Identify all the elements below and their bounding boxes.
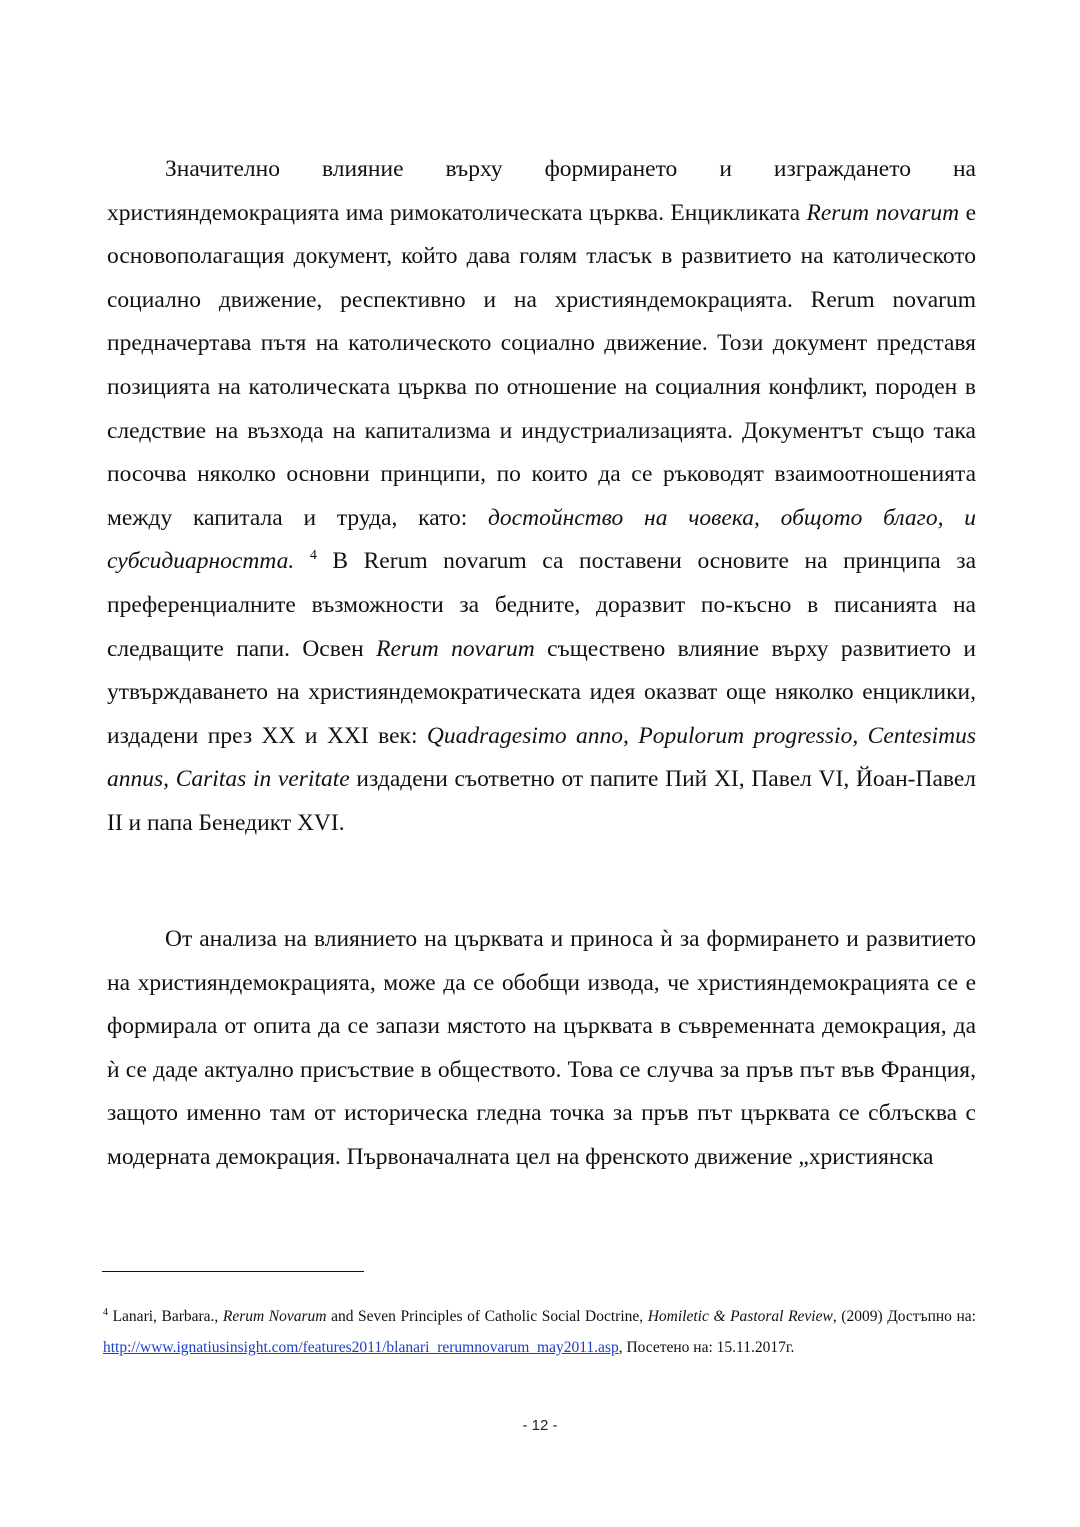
paragraph-analysis <box>107 918 976 1180</box>
footnote-link[interactable]: http://www.ignatiusinsight.com/features2011/blanari_rerumnovarum_may2011.asp <box>103 1339 619 1356</box>
paragraph1-text-2: е основополагащия документ, който дава голям тласък в развитието на католическото социално движение, респективно и на християндемокрацията. Rerum novarum предначертава пътя на католическото социално движение. Този документ представя позицията на католическата църква по отношение на социалния конфликт, породен в следствие на възхода на капитализма и индустриализацията. Документът също така посочва няколко основни принципи, по които да се ръководят взаимоотношенията между капитала и труда, като: <box>107 199 977 531</box>
paragraph2-text: От анализа на влиянието на църквата и приноса ѝ за формирането и развитието на християндемокрацията, може да се обобщи извода, че християндемокрацията се е формирала от опита да се запази мястото на църквата в съвременната демокрация, да ѝ се даде актуално присъствие в обществото. Това се случва за пръв път във Франция, защото именно там от историческа гледна точка за пръв път църквата се сблъсква с модерната демокрация. Първоначалната цел на френското движение „християнска <box>107 926 976 1170</box>
principles-list: достойнство на човека, общото благо, и субсидиарността. <box>107 504 976 575</box>
page-number: - 12 - <box>522 1417 558 1434</box>
footnote-journal: Homiletic & Pastoral Review <box>647 1308 833 1325</box>
paragraph1-text-3: В Rerum novarum са поставени основите на принципа за преференциалните възможности за бедните, доразвит по-късно в писанията на следващите папи. Освен <box>107 548 976 662</box>
encyclical-title: Rerum novarum <box>806 199 960 226</box>
footnote-italic-title: Rerum Novarum <box>222 1308 327 1325</box>
encyclical-title: Rerum novarum <box>376 635 535 662</box>
footnote-text-4: , Посетено на: 15.11.2017г. <box>618 1339 795 1356</box>
footnote <box>103 1301 976 1363</box>
footnote-separator <box>102 1271 364 1272</box>
paragraph-church-influence <box>107 148 976 846</box>
paragraph1-text-5: издадени съответно от папите Пий XI, Павел VI, Йоан-Павел II и папа Бенедикт XVI. <box>107 766 976 836</box>
footnote-reference[interactable]: 4 <box>309 548 317 564</box>
footnote-text-2: and Seven Principles of Catholic Social Doctrine, <box>326 1308 648 1325</box>
encyclicals-list: Quadragesimo anno, Populorum progressio, Centesimus annus, Caritas in veritate <box>107 722 977 793</box>
footnote-text-1: Lanari, Barbara., <box>108 1308 223 1325</box>
footnote-number: 4 <box>103 1306 108 1318</box>
paragraph1-text-4: съществено влияние върху развитието и утвърждаването на християндемократическата идея оказват още няколко енциклики, издадени през XX и XXI век: <box>107 635 977 749</box>
footnote-text-3: , (2009) Достъпно на: <box>832 1308 976 1325</box>
paragraph1-text-1: Значително влияние върху формирането и изграждането на християндемокрацията има римокатолическата църква. Енцикликата <box>107 156 976 226</box>
